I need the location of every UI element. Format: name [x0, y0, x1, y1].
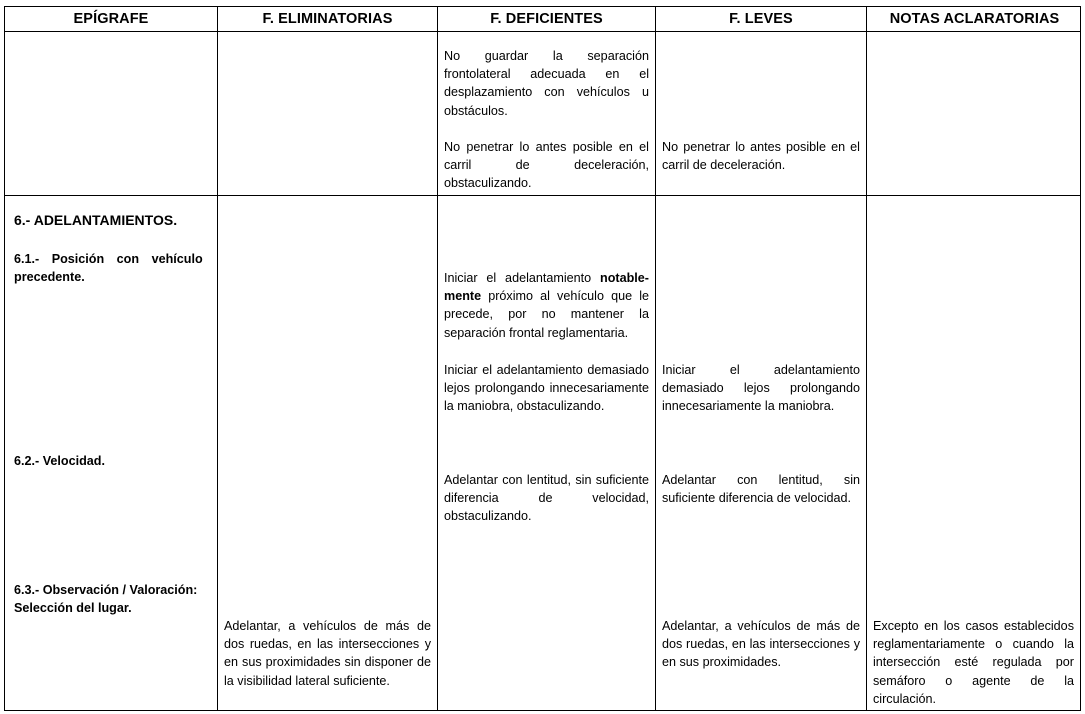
deficientes-text-c: Adelantar con lentitud, sin suficiente diferencia de velocidad, obstaculizando.	[444, 473, 649, 524]
subsection-6-1	[14, 250, 212, 286]
subsection-6-3	[14, 581, 214, 617]
column-divider	[217, 7, 218, 710]
regulation-table	[4, 6, 1081, 711]
notas-text-d: Excepto en los casos establecidos reglamentariamente o cuando la intersección esté regulada por semáforo o agente de la circulación.	[873, 619, 1074, 706]
deficientes-text-b: Iniciar el adelantamiento demasiado lejos prolongando innecesariamente la maniobra, obstaculizando.	[444, 363, 649, 414]
def-a-pre: Iniciar el adelantamiento	[444, 271, 592, 285]
column-divider	[866, 7, 867, 710]
row-divider	[5, 195, 1080, 196]
header-epigrafe: EPÍGRAFE	[73, 11, 149, 27]
header-eliminatorias: F. ELIMINATORIAS	[262, 11, 393, 27]
leves-text-d: Adelantar, a vehículos de más de dos ruedas, en las intersecciones y en sus proximidades.	[662, 619, 860, 670]
subsection-6-2: 6.2.- Velocidad.	[14, 454, 105, 468]
deficientes-text: No guardar la separación frontolateral adecuada en el desplazamiento con vehículos u obstáculos.	[444, 49, 649, 118]
subsection-6-1-line1	[14, 250, 212, 268]
column-divider	[655, 7, 656, 710]
header-leves: F. LEVES	[729, 11, 793, 27]
leves-text-b: Iniciar el adelantamiento demasiado lejos prolongando innecesariamente la maniobra.	[662, 363, 860, 414]
section-title: 6.- ADELANTAMIENTOS.	[14, 212, 178, 228]
leves-text-c: Adelantar con lentitud, sin suficiente diferencia de velocidad.	[662, 473, 860, 506]
subsection-6-3-line1: 6.3.- Observación / Valoración:	[14, 583, 198, 597]
def-a-post: próximo al vehículo que le precede, por no mantener la separación frontal reglamentaria.	[444, 289, 650, 340]
header-notas: NOTAS ACLARATORIAS	[889, 11, 1060, 27]
eliminatorias-text-d: Adelantar, a vehículos de más de dos ruedas, en las intersecciones y en sus proximidades sin disponer de la visibilidad lateral suficiente.	[224, 619, 431, 688]
leves-text: No penetrar lo antes posible en el carril de deceleración.	[662, 140, 860, 173]
subsection-6-1-text: 6.1.- Posición con vehículo	[14, 252, 203, 266]
deficientes-text: No penetrar lo antes posible en el carril de deceleración, obstaculizando.	[444, 140, 649, 191]
deficientes-text-a	[444, 269, 649, 342]
subsection-6-1-line2: precedente.	[14, 270, 85, 285]
def-a-bold2: mente	[444, 289, 482, 304]
header-deficientes: F. DEFICIENTES	[490, 11, 603, 27]
def-a-bold1: notable-	[600, 271, 650, 285]
column-divider	[437, 7, 438, 710]
header-divider	[5, 31, 1080, 32]
subsection-6-3-line2: Selección del lugar.	[14, 601, 132, 616]
